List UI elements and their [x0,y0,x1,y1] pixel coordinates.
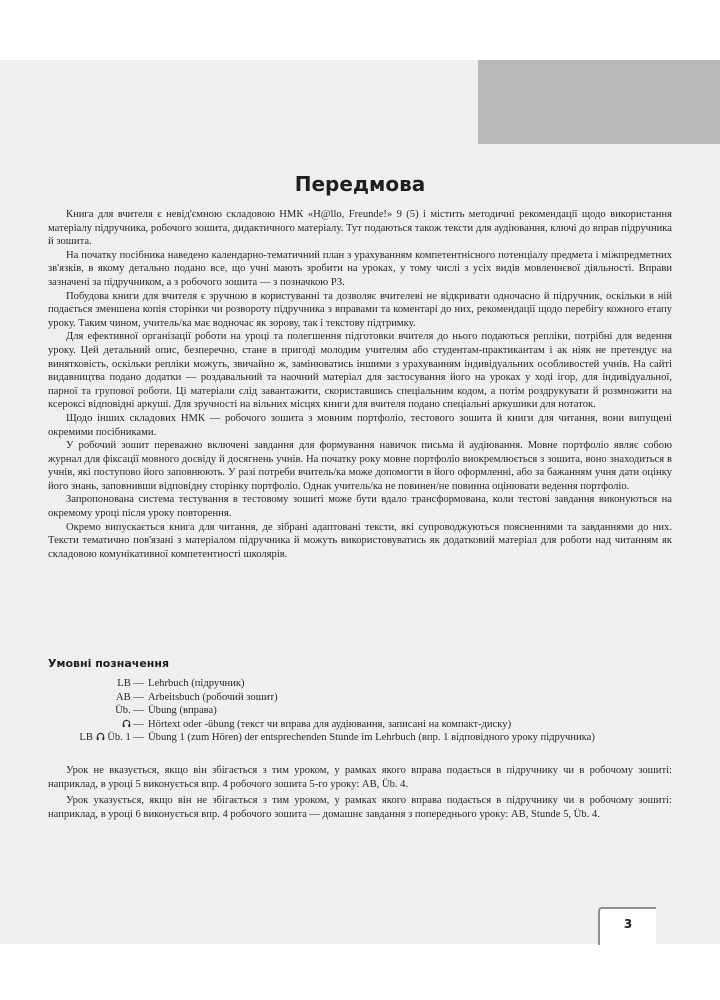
legend-abbr: — [130,718,144,730]
legend-abbr: AB — [116,691,144,703]
legend-abbr: LB — [117,678,144,689]
legend-abbr-cell [48,718,148,732]
legend-item [48,718,672,732]
legend-desc: Lehrbuch (підручник) [148,678,245,689]
legend-desc: Übung (вправа) [148,705,217,717]
paragraph: Щодо інших складових НМК — робочого зошита з мовним портфоліо, тестового зошита й книги для читання, вони випущені окремими посібниками. [48,412,672,438]
legend-desc: Arbeitsbuch (робочий зошит) [148,691,278,703]
paragraph: Книга для вчителя є невід'ємною складовою НМК «H@llo, Freunde!» 9 (5) і містить методичні рекомендації щодо використання матеріалу підручника, робочого зошита, дидактичного матеріалу. Тут подаються також тексти для аудіювання, ключі до вправ підручника й зошита. [48,209,672,248]
page-title: Передмова [294,172,426,196]
paragraph: Запропонована система тестування в тестовому зошиті може бути вдало трансформована, коли тестові завдання виконуються на окремому уроці після уроку повторення. [48,494,672,520]
legend-item [48,731,672,745]
paragraph: Окремо випускається книга для читання, де зібрані адаптовані тексти, які супроводжуються поясненнями та завданнями до них. Тексти тематично пов'язані з матеріалом підручника й можуть використовуватись як додатковий матеріал для роботи над читанням як складовою комунікативної компетентності школярів. [48,521,672,560]
note-paragraph: Урок не вказується, якщо він збігається з тим уроком, у рамках якого вправа подається в підручнику чи в робочому зошиті: наприклад, в уроці 5 виконується впр. 4 робочого зошита 5-го уроку: AB, Üb. 4. [48,765,672,790]
note-paragraph: Урок указується, якщо він не збігається з тим уроком, у рамках якого вправа подається в підручнику чи в робочому зошиті: наприклад, в уроці 6 виконується впр. 4 робочого зошита — домашнє завдання з попереднього уроку: AB, Stunde 5, Üb. 4. [48,795,672,820]
legend-abbr-cell [48,731,148,745]
legend-heading: Умовні позначення [48,657,170,670]
paragraph: Побудова книги для вчителя є зручною в користуванні та дозволяє вчителеві не відкривати одночасно й підручник, оскільки в ній подається зменшена копія сторінки чи розвороту підручника з вправами та коментарі до них, рекомендації щодо перебігу кожного етапу уроку. Таким чином, учитель/ка має водночас як зорову, так і текстову підтримку. [48,290,672,329]
legend-desc: Übung 1 (zum Hören) der entsprechenden Stunde im Lehrbuch (впр. 1 відповідного уроку підручника) [148,732,595,744]
legend-abbr: Üb. — [115,705,144,717]
legend-item [48,704,672,718]
legend-item [48,677,672,691]
paragraph: На початку посібника наведено календарно-тематичний план з урахуванням компетентнісного потенціалу предмета і міжпредметних зв'язків, в якому детально подано все, що учні мають зробити на уроках, у тому числі з усіх видів мовленнєвої діяльності. Вправи зазначені за підручником, а з робочого зошита — з позначкою РЗ. [48,249,672,288]
paragraph: Для ефективної організації роботи на уроці та полегшення підготовки вчителя до нього подаються репліки, потрібні для ведення уроку. Цей детальний опис, безперечно, стане в пригоді молодим учителям або студентам-практикантам і ак ніяк не претендує на винятковість, оскільки репліки можуть, звичайно ж, замінюватись іншими з урахуванням індивідуальних особливостей учнів. На сайті видавництва подано додатки — роздавальний та наочний матеріал для застосування його на уроках у ході ігор, для індивідуальної, парної та групової роботи. Ці матеріали слід завантажити, скориставшись спеціальним кодом, а потім роздрукувати й розмножити на ксероксі відповідні аркуші. Для зручності на вільних місцях книги для вчителя подано спеціальні аркушики для нотаток. [48,331,672,411]
page-number-box [598,907,656,945]
paragraph: У робочий зошит переважно включені завдання для формування навичок письма й аудіювання. Мовне портфоліо являє собою журнал для фіксації мовного досвіду й досягнень учнів. На початку року мовне портфоліо виокремлюється з зошита, воно знаходиться в учнів, які поступово його заповнюють. У разі потреби вчитель/ка може допомогти в його оформленні, або за бажанням учня дати оцінку його знань, заповнивши відповідну сторінку портфоліо. Однак учитель/ка не повинен/не повинна оцінювати ведення портфоліо. [48,440,672,492]
legend-abbr-prefix: LB [79,732,93,744]
page-number: 3 [623,917,633,931]
notes-text [48,764,672,824]
legend-desc: Hörtext oder -übung (текст чи вправа для аудіювання, записані на компакт-диску) [148,718,512,730]
headphones-icon [122,719,131,728]
headphones-icon [96,732,105,741]
intro-text [48,208,672,561]
legend-abbr: Üb. 1 — [104,732,144,744]
legend-list [48,677,672,745]
legend-item [48,691,672,705]
